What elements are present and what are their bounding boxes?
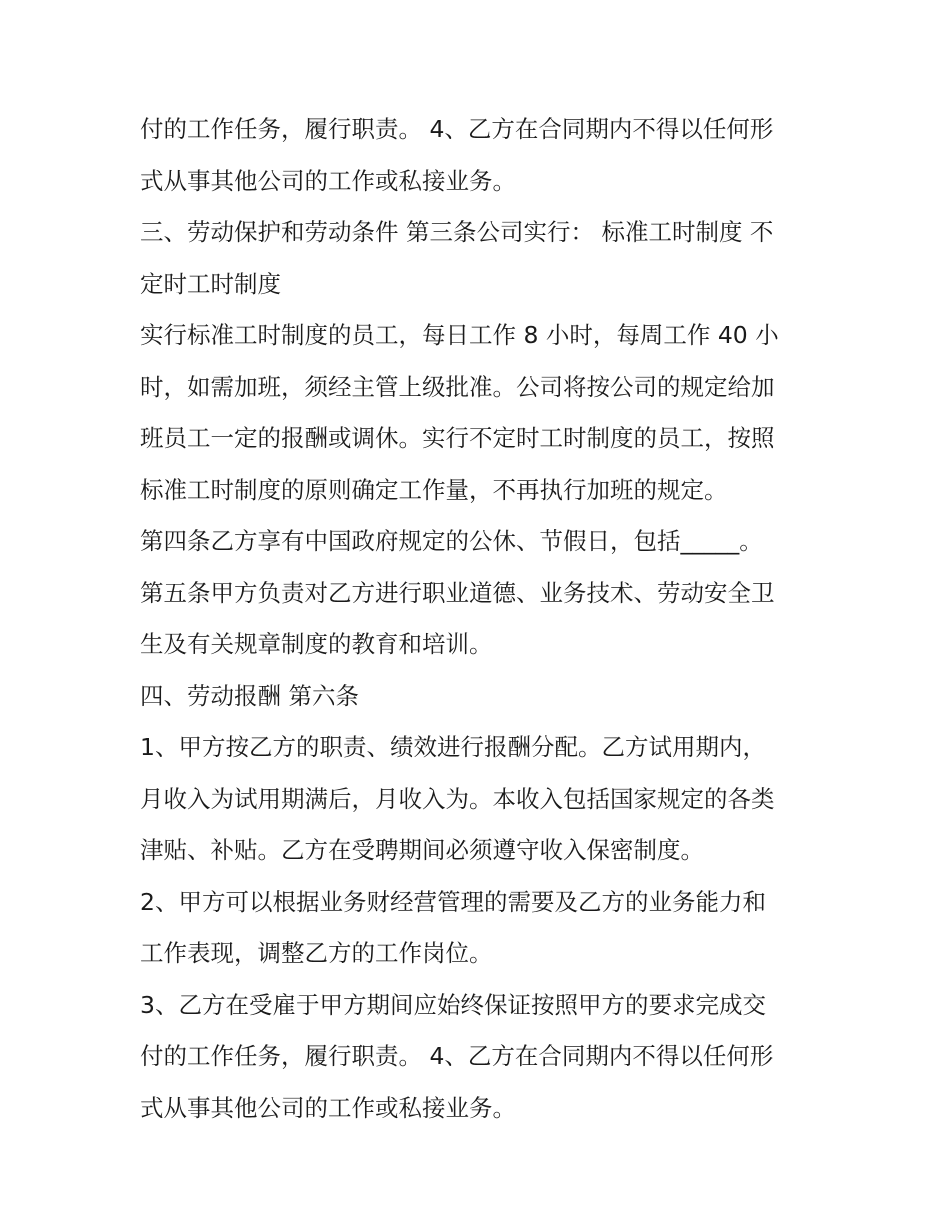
section-heading-line: 四、劳动报酬 第六条 <box>140 681 359 710</box>
text-line: 工作表现，调整乙方的工作岗位。 <box>140 939 493 967</box>
text-line: 第五条甲方负责对乙方进行职业道德、业务技术、劳动安全卫 <box>140 578 775 607</box>
text-line: 月收入为试用期满后，月收入为。本收入包括国家规定的各类 <box>140 784 775 813</box>
text-line: 第四条乙方享有中国政府规定的公休、节假日，包括_____。 <box>140 527 763 555</box>
text-line: 班员工一定的报酬或调休。实行不定时工时制度的员工，按照 <box>140 424 775 452</box>
text-line: 付的工作任务，履行职责。 4、乙方在合同期内不得以任何形 <box>140 115 774 143</box>
text-line: 生及有关规章制度的教育和培训。 <box>140 630 493 658</box>
text-line: 付的工作任务，履行职责。 4、乙方在合同期内不得以任何形 <box>140 1042 774 1070</box>
text-line: 2、甲方可以根据业务财经营管理的需要及乙方的业务能力和 <box>140 887 766 916</box>
text-line: 1、甲方按乙方的职责、绩效进行报酬分配。乙方试用期内， <box>140 733 766 761</box>
text-line: 津贴、补贴。乙方在受聘期间必须遵守收入保密制度。 <box>140 836 704 864</box>
document-body <box>140 104 830 1134</box>
text-line: 时，如需加班，须经主管上级批准。公司将按公司的规定给加 <box>140 372 775 401</box>
text-line: 式从事其他公司的工作或私接业务。 <box>140 1093 516 1122</box>
text-line: 定时工时制度 <box>140 269 281 298</box>
text-line: 标准工时制度的原则确定工作量，不再执行加班的规定。 <box>140 475 728 504</box>
text-line: 式从事其他公司的工作或私接业务。 <box>140 166 516 195</box>
text-line: 实行标准工时制度的员工，每日工作 8 小时，每周工作 40 小 <box>140 321 779 349</box>
section-heading-line: 三、劳动保护和劳动条件 第三条公司实行： 标准工时制度 不 <box>140 218 774 246</box>
text-line: 3、乙方在受雇于甲方期间应始终保证按照甲方的要求完成交 <box>140 990 766 1019</box>
